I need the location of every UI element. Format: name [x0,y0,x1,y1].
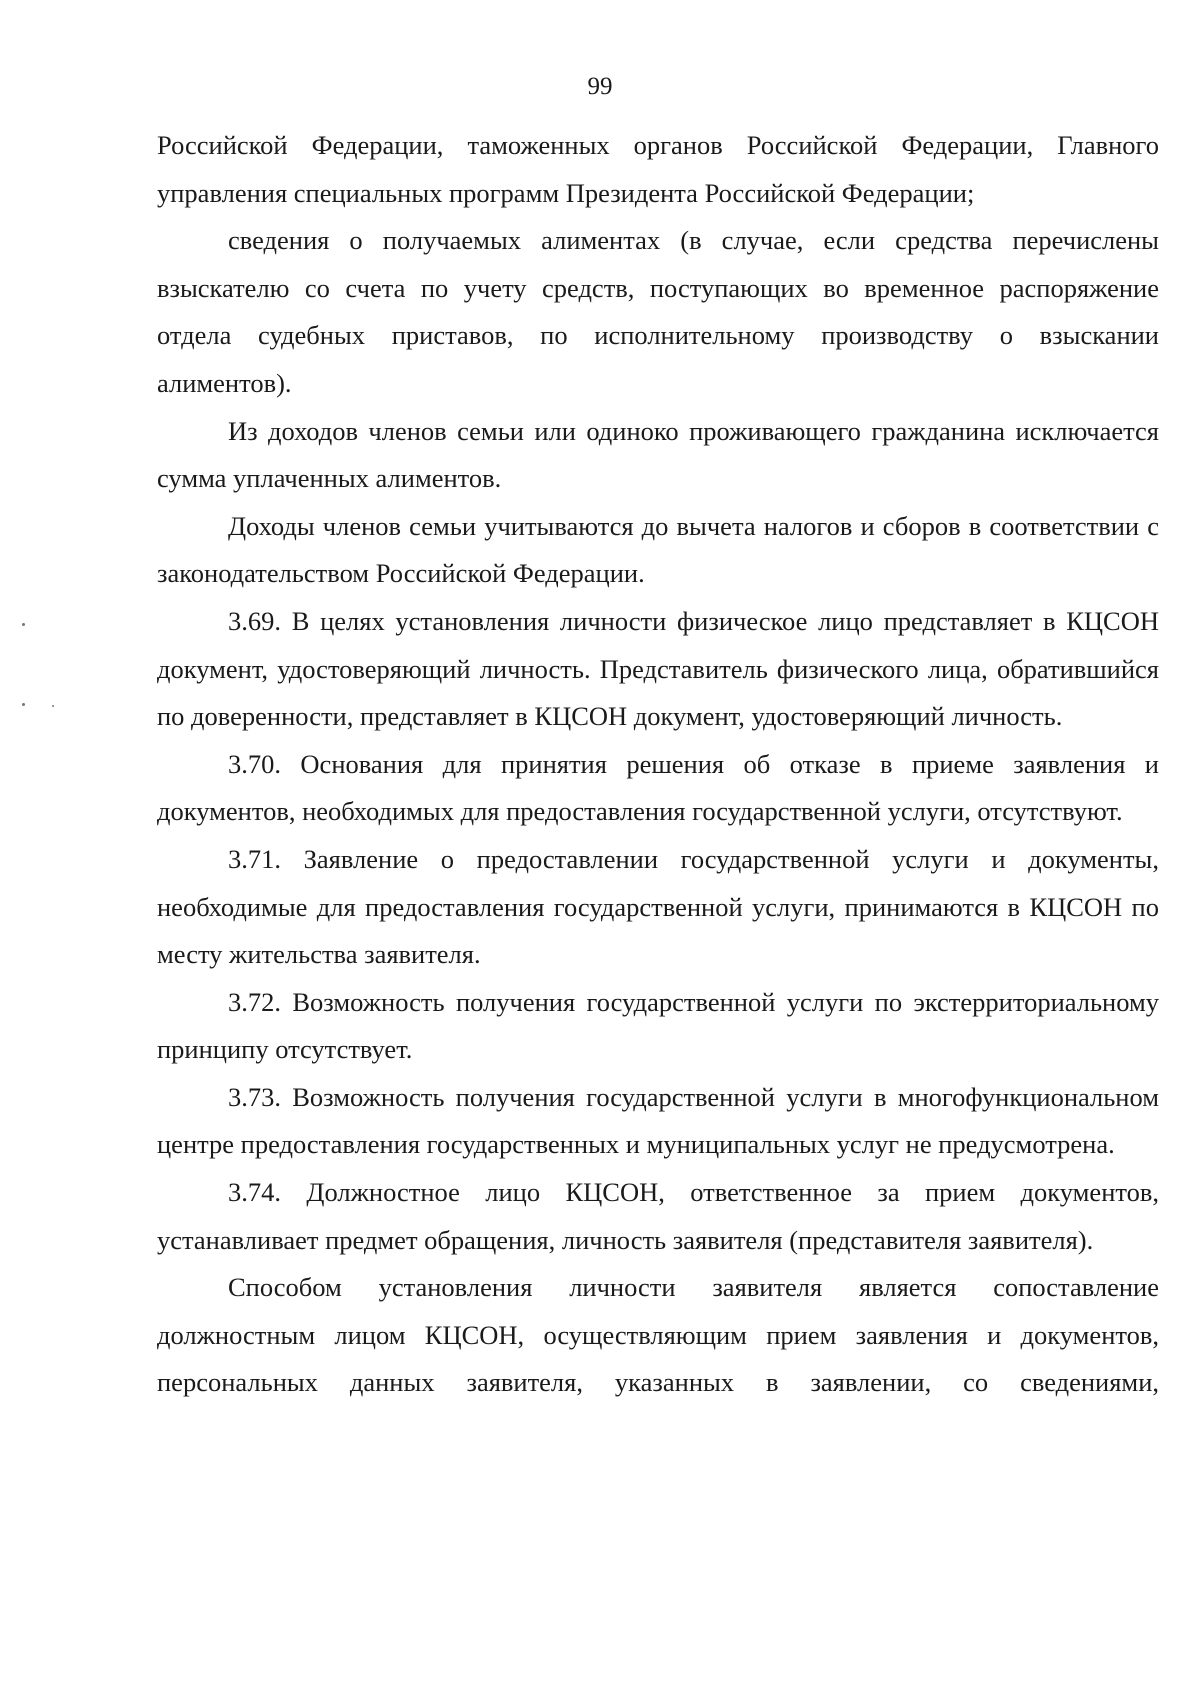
paragraph: 3.73. Возможность получения государственной услуги в многофункциональном центре предоставления государственных и муниципальных услуг не предусмотрена. [157,1081,1159,1160]
paragraph: 3.69. В целях установления личности физическое лицо представляет в КЦСОН документ, удостоверяющий личность. Представитель физического лица, обратившийся по доверенности, представляет в КЦСОН документ, удостоверяющий личность. [157,605,1159,732]
paragraph: Из доходов членов семьи или одиноко проживающего гражданина исключается сумма уплаченных алиментов. [157,415,1159,494]
paragraph: 3.71. Заявление о предоставлении государственной услуги и документы, необходимые для предоставления государственной услуги, принимаются в КЦСОН по месту жительства заявителя. [157,843,1159,970]
paragraph: сведения о получаемых алиментах (в случае, если средства перечислены взыскателю со счета по учету средств, поступающих во временное распоряжение отдела судебных приставов, по исполнительному производству о взыскании алиментов). [157,225,1159,398]
scan-speck [52,705,54,707]
page-number: 99 [587,73,613,100]
paragraph: 3.72. Возможность получения государственной услуги по экстерриториальному принципу отсутствует. [157,986,1159,1065]
paragraph: Российской Федерации, таможенных органов Российской Федерации, Главного управления специальных программ Президента Российской Федерации; [157,130,1159,208]
paragraph: Доходы членов семьи учитываются до вычета налогов и сборов в соответствии с законодательством Российской Федерации. [157,510,1159,589]
paragraph: 3.70. Основания для принятия решения об отказе в приеме заявления и документов, необходимых для предоставления государственной услуги, отсутствуют. [157,748,1159,827]
paragraph: 3.74. Должностное лицо КЦСОН, ответственное за прием документов, устанавливает предмет обращения, личность заявителя (представителя заявителя). [157,1177,1159,1255]
scan-speck [22,623,25,626]
body-text [157,122,1159,1407]
paragraph: Способом установления личности заявителя является сопоставление должностным лицом КЦСОН, осуществляющим прием заявления и документов, персональных данных заявителя, указанных в заявлении, со сведениями, [157,1272,1159,1398]
scan-speck [22,703,25,706]
